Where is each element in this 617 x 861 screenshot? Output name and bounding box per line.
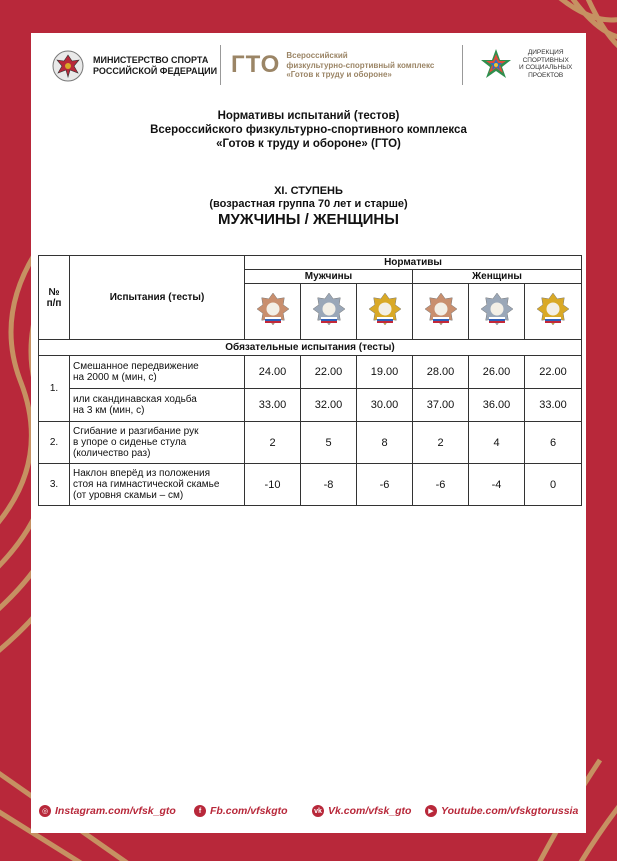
gold-badge-cell	[525, 284, 582, 340]
star-logo-icon	[479, 47, 513, 81]
row-number: 1.	[39, 356, 70, 422]
instagram-icon: ◎	[39, 805, 51, 817]
norm-value: 8	[357, 422, 413, 464]
test-name: Наклон вперёд из положения стоя на гимнастической скамье (от уровня скамьи – см)	[70, 464, 245, 506]
header-norms: Нормативы	[245, 256, 582, 270]
test-name: Сгибание и разгибание рук в упоре о сиденье стула (количество раз)	[70, 422, 245, 464]
table-row	[39, 389, 582, 422]
bronze-badge-icon	[424, 291, 458, 329]
norm-value: 37.00	[413, 389, 469, 422]
norm-value: 30.00	[357, 389, 413, 422]
gto-mark: ГТО	[231, 51, 281, 79]
silver-badge-cell	[301, 284, 357, 340]
stage-line3: МУЖЧИНЫ / ЖЕНЩИНЫ	[218, 211, 399, 228]
header-tests: Испытания (тесты)	[70, 256, 245, 340]
gold-badge-cell	[357, 284, 413, 340]
norm-value: -6	[357, 464, 413, 506]
silver-badge-cell	[469, 284, 525, 340]
document-title	[31, 109, 586, 151]
vk-text: Vk.com/vfsk_gto	[328, 805, 412, 817]
norm-value: 5	[301, 422, 357, 464]
row-number: 3.	[39, 464, 70, 506]
ministry-line2: РОССИЙСКОЙ ФЕДЕРАЦИИ	[93, 66, 218, 76]
row-number: 2.	[39, 422, 70, 464]
header	[31, 33, 586, 103]
divider	[462, 45, 463, 85]
dir-line2: СПОРТИВНЫХ	[522, 56, 569, 64]
youtube-text: Youtube.com/vfskgtorussia	[441, 805, 579, 817]
gold-badge-icon	[536, 291, 570, 329]
ministry-logo	[51, 49, 217, 83]
test-name: Смешанное передвижение на 2000 м (мин, с)	[70, 356, 245, 389]
eagle-emblem-icon	[51, 49, 85, 83]
norm-value: 32.00	[301, 389, 357, 422]
norm-value: 2	[245, 422, 301, 464]
youtube-icon: ▶	[425, 805, 437, 817]
footer	[31, 805, 586, 825]
stage-line2: (возрастная группа 70 лет и старше)	[209, 198, 408, 210]
youtube-link[interactable]	[425, 805, 578, 817]
gto-line1: Всероссийский	[286, 51, 348, 60]
gold-badge-icon	[368, 291, 402, 329]
stage-line1: XI. СТУПЕНЬ	[274, 185, 343, 197]
header-men: Мужчины	[245, 270, 413, 284]
silver-badge-icon	[480, 291, 514, 329]
norm-value: 22.00	[301, 356, 357, 389]
gto-line2: физкультурно-спортивный комплекс	[286, 60, 435, 70]
norm-value: -6	[413, 464, 469, 506]
header-women: Женщины	[413, 270, 582, 284]
norm-value: -10	[245, 464, 301, 506]
ministry-line1: МИНИСТЕРСТВО СПОРТА	[93, 55, 209, 65]
norm-value: 0	[525, 464, 582, 506]
facebook-text: Fb.com/vfskgto	[210, 805, 288, 817]
norm-value: 24.00	[245, 356, 301, 389]
table-row	[39, 356, 582, 389]
section-mandatory: Обязательные испытания (тесты)	[39, 340, 582, 356]
dir-line4: ПРОЕКТОВ	[528, 71, 564, 79]
norms-table	[38, 255, 582, 506]
norm-value: 19.00	[357, 356, 413, 389]
norm-value: 33.00	[245, 389, 301, 422]
bronze-badge-icon	[256, 291, 290, 329]
norm-value: 33.00	[525, 389, 582, 422]
table-row	[39, 422, 582, 464]
norm-value: 22.00	[525, 356, 582, 389]
norm-value: 28.00	[413, 356, 469, 389]
vk-link[interactable]	[312, 805, 411, 817]
title-line2: Всероссийского физкультурно-спортивного комплекса	[150, 124, 467, 136]
instagram-text: Instagram.com/vfsk_gto	[55, 805, 176, 817]
title-line3: «Готов к труду и обороне» (ГТО)	[216, 138, 401, 150]
norm-value: -8	[301, 464, 357, 506]
norm-value: 6	[525, 422, 582, 464]
bronze-badge-cell	[413, 284, 469, 340]
header-num: № п/п	[39, 256, 70, 340]
divider	[220, 45, 221, 85]
silver-badge-icon	[312, 291, 346, 329]
test-name: или скандинавская ходьба на 3 км (мин, с)	[70, 389, 245, 422]
dir-line3: И СОЦИАЛЬНЫХ	[519, 64, 573, 71]
norm-value: 36.00	[469, 389, 525, 422]
title-line1: Нормативы испытаний (тестов)	[217, 110, 400, 122]
norm-value: -4	[469, 464, 525, 506]
bronze-badge-cell	[245, 284, 301, 340]
norm-value: 4	[469, 422, 525, 464]
facebook-link[interactable]	[194, 805, 288, 817]
dir-line1: ДИРЕКЦИЯ	[527, 49, 564, 56]
instagram-link[interactable]	[39, 805, 176, 817]
norm-value: 2	[413, 422, 469, 464]
directorate-logo	[479, 47, 572, 81]
facebook-icon: f	[194, 805, 206, 817]
stage-heading	[31, 185, 586, 229]
gto-logo	[231, 51, 434, 80]
norm-value: 26.00	[469, 356, 525, 389]
gto-line3: «Готов к труду и обороне»	[286, 70, 392, 79]
document-page	[31, 33, 586, 833]
table-row	[39, 464, 582, 506]
vk-icon: vk	[312, 805, 324, 817]
